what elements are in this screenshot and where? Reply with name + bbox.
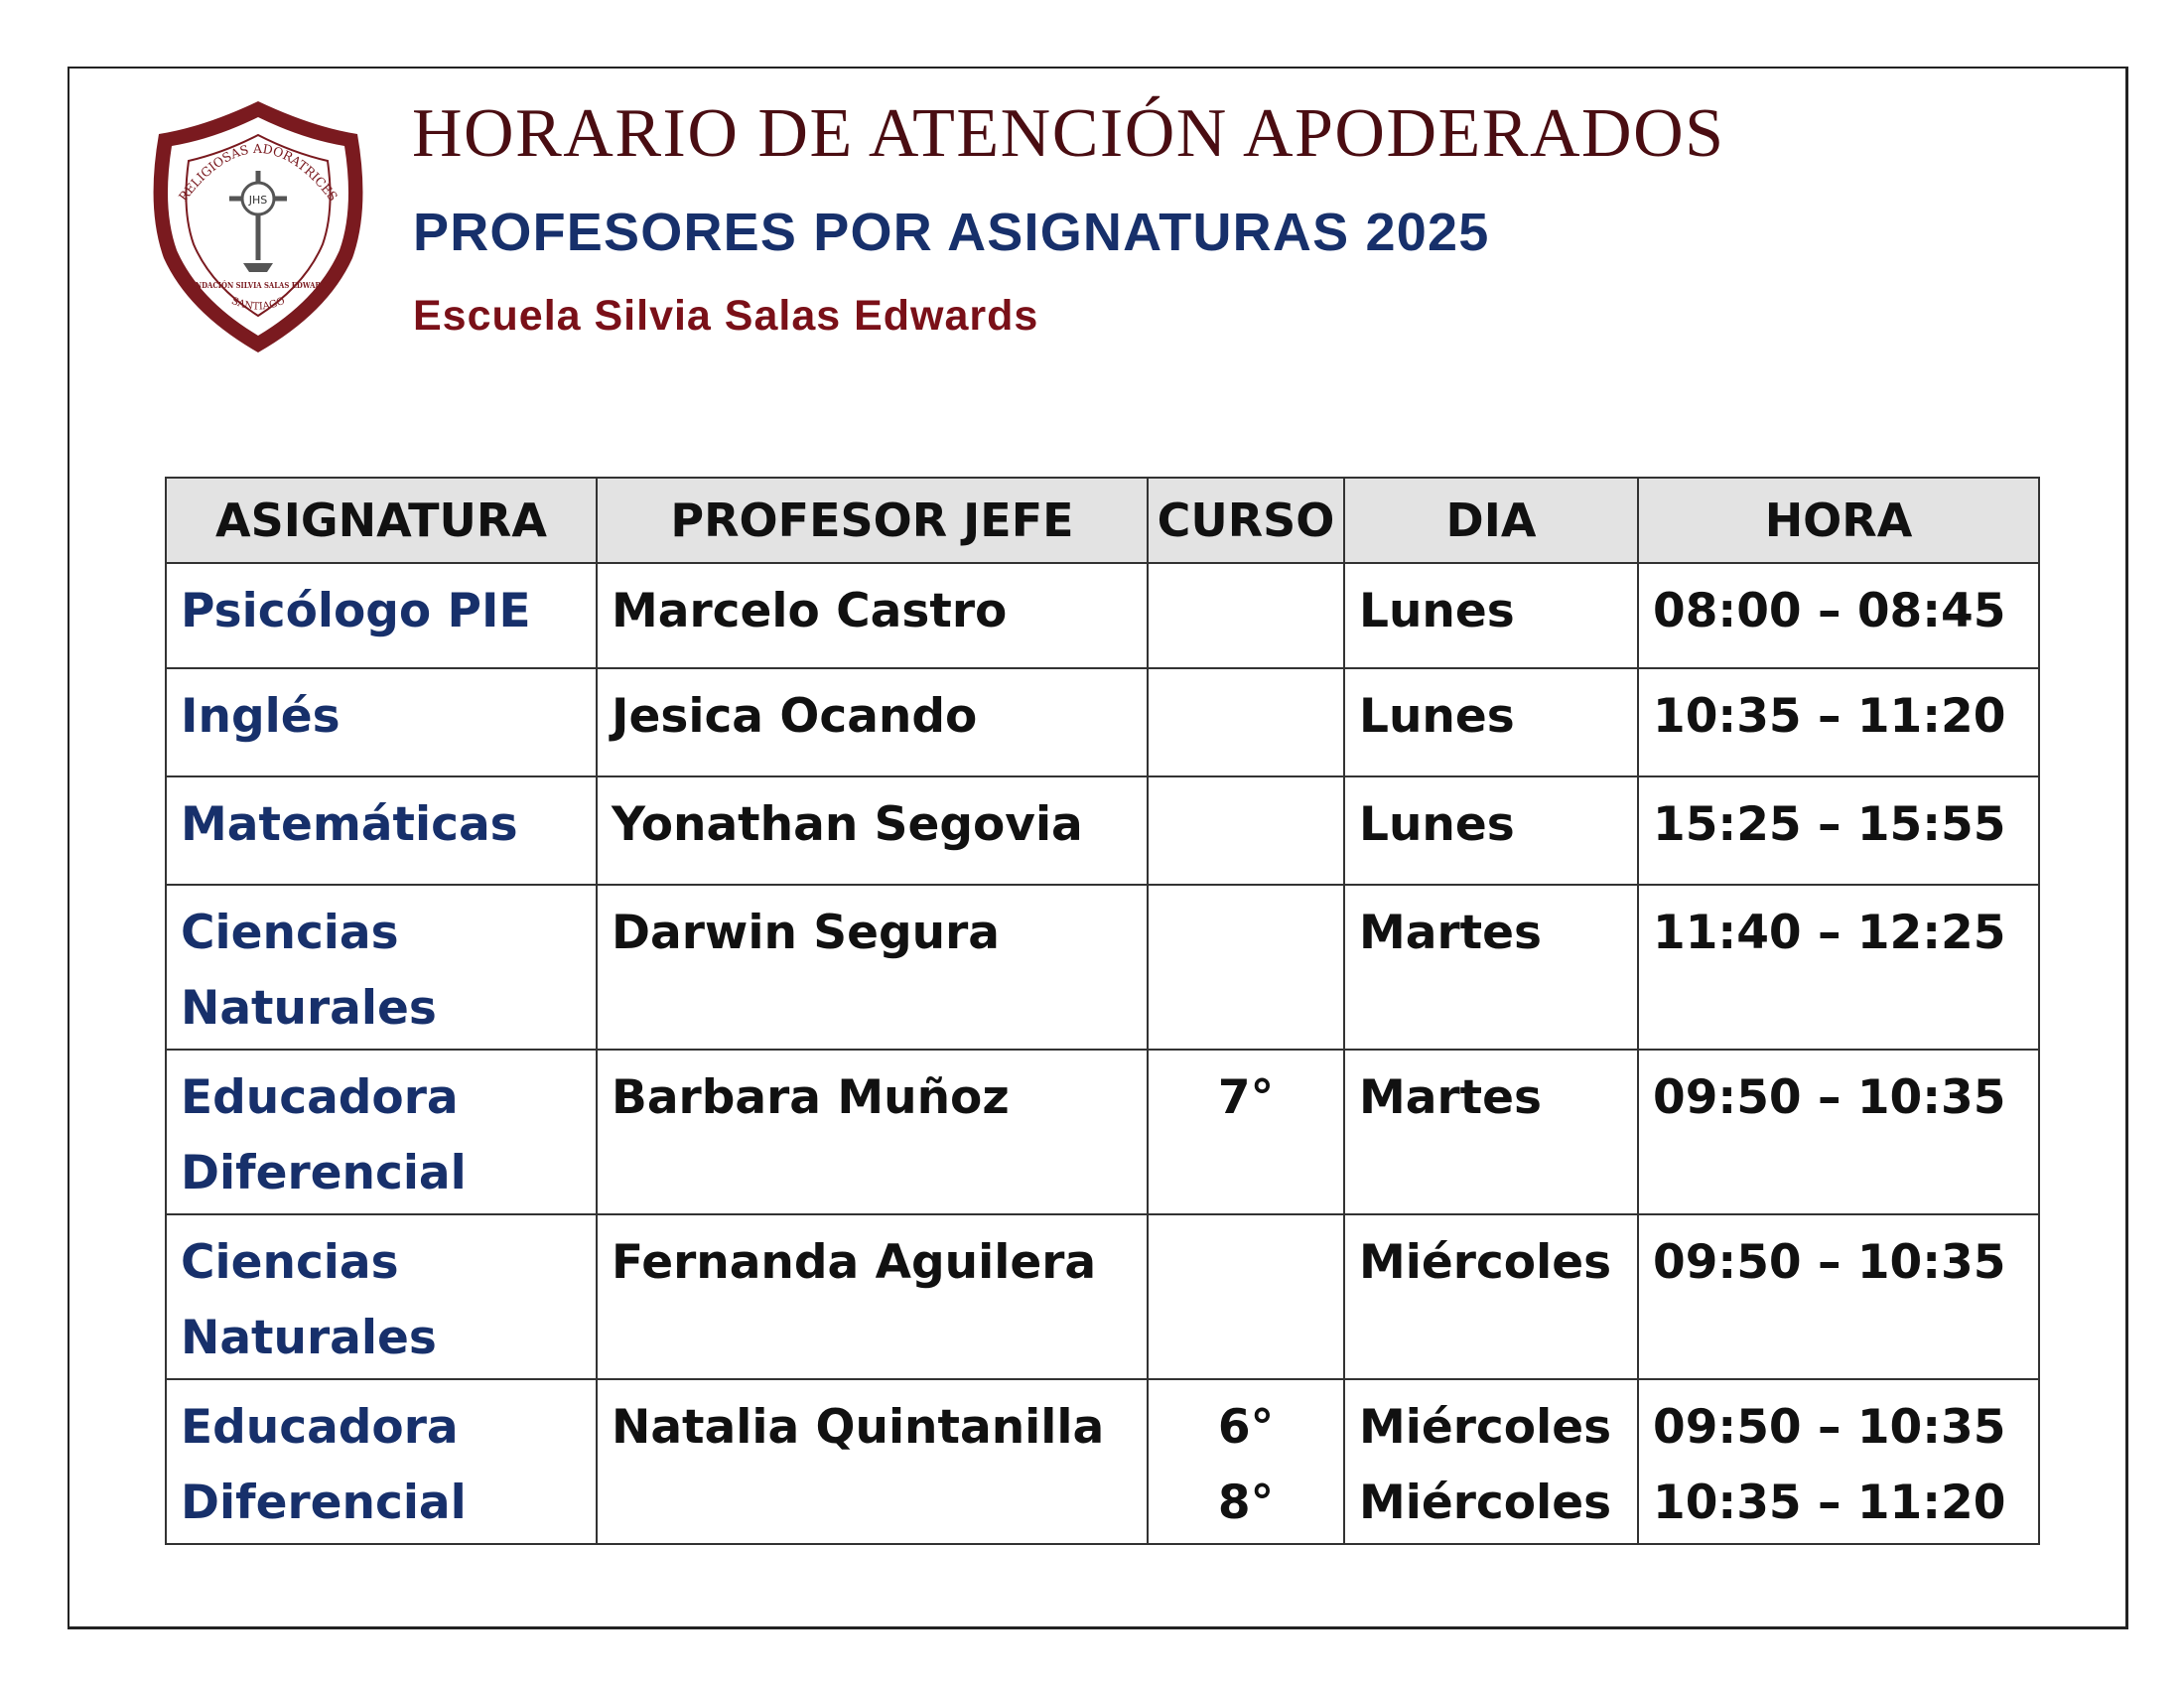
time-text-line-1: 09:50 – 10:35: [1653, 1400, 2006, 1455]
teacher-text: Marcelo Castro: [612, 584, 1008, 638]
table-row: [166, 776, 2039, 885]
subject-cell: [166, 1050, 597, 1214]
teacher-text: Natalia Quintanilla: [612, 1400, 1105, 1455]
page-subtitle: PROFESORES POR ASIGNATURAS 2025: [413, 203, 1490, 262]
teacher-cell: [597, 1050, 1148, 1214]
header-curso: CURSO: [1148, 478, 1344, 563]
time-cell: [1638, 885, 2039, 1050]
time-cell: [1638, 1214, 2039, 1379]
course-text-line-1: 6°: [1217, 1400, 1275, 1455]
logo-arc-text: RELIGIOSAS ADORATRICES: [175, 140, 341, 205]
course-cell: [1148, 668, 1344, 776]
table-row: [166, 563, 2039, 668]
time-cell: [1638, 668, 2039, 776]
schedule-table: [165, 477, 2040, 1545]
teacher-text: Fernanda Aguilera: [612, 1235, 1097, 1290]
table-row: [166, 885, 2039, 1050]
course-text: 7°: [1217, 1070, 1275, 1125]
course-cell: [1148, 885, 1344, 1050]
time-text: 09:50 – 10:35: [1653, 1235, 2006, 1290]
school-crest-logo: [134, 99, 382, 357]
subject-cell: [166, 668, 597, 776]
teacher-cell: [597, 885, 1148, 1050]
subject-text-line-1: Ciencias: [181, 906, 399, 960]
header-hora: HORA: [1638, 478, 2039, 563]
course-cell: [1148, 1050, 1344, 1214]
day-cell: [1344, 1379, 1638, 1544]
day-cell: [1344, 776, 1638, 885]
course-cell: [1148, 1379, 1344, 1544]
course-text-line-2: 8°: [1217, 1476, 1275, 1530]
course-cell: [1148, 1214, 1344, 1379]
logo-center-text: JHS: [248, 194, 268, 207]
day-text-line-1: Miércoles: [1359, 1400, 1612, 1455]
day-text: Miércoles: [1359, 1235, 1612, 1290]
header-profesor-jefe: PROFESOR JEFE: [597, 478, 1148, 563]
teacher-cell: [597, 776, 1148, 885]
teacher-text: Barbara Muñoz: [612, 1070, 1010, 1125]
day-cell: [1344, 668, 1638, 776]
day-text: Lunes: [1359, 584, 1515, 638]
logo-foundation-text: FUNDACIÓN SILVIA SALAS EDWARDS: [185, 281, 367, 291]
subject-text: Matemáticas: [181, 797, 518, 852]
day-text: Lunes: [1359, 689, 1515, 744]
subject-text-line-2: Naturales: [181, 981, 437, 1036]
header-dia: DIA: [1344, 478, 1638, 563]
subject-text-line-1: Ciencias: [181, 1235, 399, 1290]
table-header-row: [166, 478, 2039, 563]
day-text: Martes: [1359, 1070, 1542, 1125]
subject-text: Psicólogo PIE: [181, 584, 531, 638]
day-text-line-2: Miércoles: [1359, 1476, 1612, 1530]
time-text: 08:00 – 08:45: [1653, 584, 2006, 638]
subject-cell: [166, 1214, 597, 1379]
teacher-text: Darwin Segura: [612, 906, 1000, 960]
course-cell: [1148, 776, 1344, 885]
subject-text-line-1: Educadora: [181, 1400, 459, 1455]
day-text: Martes: [1359, 906, 1542, 960]
time-cell: [1638, 776, 2039, 885]
teacher-text: Yonathan Segovia: [612, 797, 1083, 852]
day-cell: [1344, 885, 1638, 1050]
teacher-cell: [597, 563, 1148, 668]
day-text: Lunes: [1359, 797, 1515, 852]
teacher-text: Jesica Ocando: [612, 689, 978, 744]
subject-cell: [166, 563, 597, 668]
subject-text-line-1: Educadora: [181, 1070, 459, 1125]
table-row: [166, 1379, 2039, 1544]
time-text: 15:25 – 15:55: [1653, 797, 2006, 852]
subject-cell: [166, 885, 597, 1050]
table-row: [166, 1214, 2039, 1379]
time-cell: [1638, 1050, 2039, 1214]
logo-bottom-text: SANTIAGO: [229, 295, 287, 313]
day-cell: [1344, 1050, 1638, 1214]
school-name: Escuela Silvia Salas Edwards: [413, 292, 1039, 340]
day-cell: [1344, 1214, 1638, 1379]
time-text: 10:35 – 11:20: [1653, 689, 2006, 744]
time-cell: [1638, 563, 2039, 668]
teacher-cell: [597, 1379, 1148, 1544]
course-cell: [1148, 563, 1344, 668]
subject-cell: [166, 1379, 597, 1544]
table-row: [166, 1050, 2039, 1214]
time-text: 09:50 – 10:35: [1653, 1070, 2006, 1125]
time-text-line-2: 10:35 – 11:20: [1653, 1476, 2006, 1530]
header-asignatura: ASIGNATURA: [166, 478, 597, 563]
subject-cell: [166, 776, 597, 885]
teacher-cell: [597, 668, 1148, 776]
subject-text-line-2: Diferencial: [181, 1146, 467, 1200]
time-text: 11:40 – 12:25: [1653, 906, 2006, 960]
teacher-cell: [597, 1214, 1148, 1379]
day-cell: [1344, 563, 1638, 668]
subject-text: Inglés: [181, 689, 341, 744]
time-cell: [1638, 1379, 2039, 1544]
subject-text-line-2: Diferencial: [181, 1476, 467, 1530]
page-title: HORARIO DE ATENCIÓN APODERADOS: [412, 95, 1725, 172]
table-row: [166, 668, 2039, 776]
subject-text-line-2: Naturales: [181, 1311, 437, 1365]
